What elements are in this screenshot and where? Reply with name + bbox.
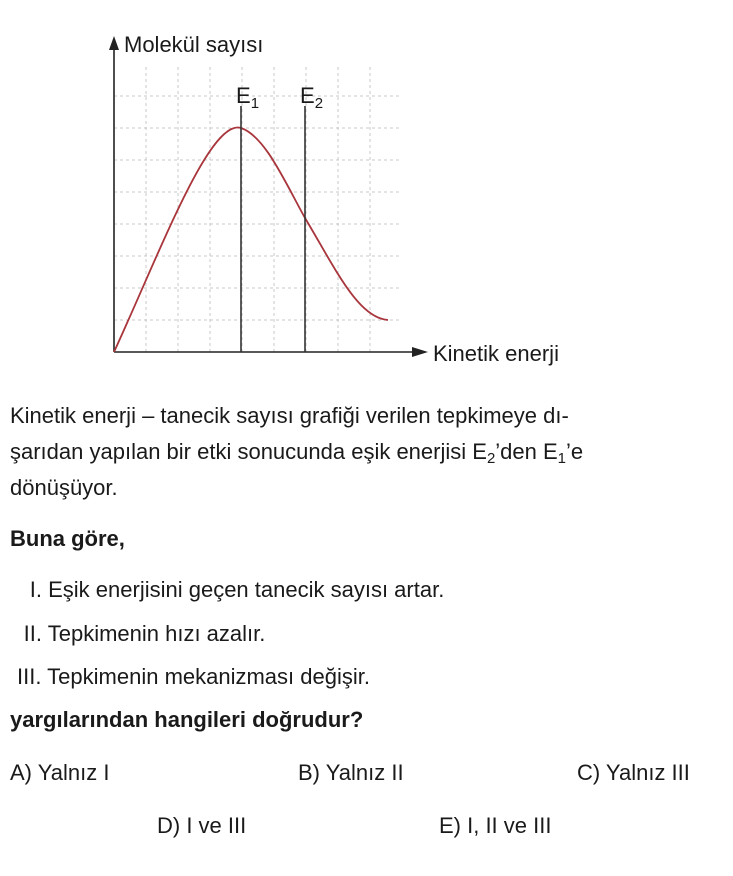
intro-line-2-b: ’den E [495, 439, 558, 464]
energy-distribution-chart [0, 0, 733, 372]
x-axis-label: Kinetik enerji [433, 341, 559, 366]
distribution-curve [114, 127, 388, 352]
y-axis-arrow-icon [109, 36, 119, 50]
statement-1-text: Eşik enerjisini geçen tanecik sayısı artar. [48, 577, 445, 602]
option-b[interactable]: B) Yalnız II [298, 760, 404, 785]
intro-line-2-a: şarıdan yapılan bir etki sonucunda eşik enerjisi E [10, 439, 487, 464]
statement-2-text: Tepkimenin hızı azalır. [47, 621, 266, 646]
option-d[interactable]: D) I ve III [157, 813, 247, 838]
intro-line-1: Kinetik enerji – tanecik sayısı grafiği verilen tepkimeye dı- [10, 403, 569, 428]
e2-label: $E_2$ [300, 83, 324, 112]
x-axis-arrow-icon [412, 347, 428, 357]
intro-line-3: dönüşüyor. [10, 475, 118, 500]
intro-line-2-c: ’e [566, 439, 584, 464]
e1-label: $E_1$ [236, 83, 260, 112]
option-a[interactable]: A) Yalnız I [10, 760, 110, 785]
statement-3 [17, 664, 370, 690]
y-axis-label: Molekül sayısı [124, 32, 264, 57]
statement-2-number: II. [23, 621, 42, 646]
intro-sub-1: 1 [557, 450, 567, 467]
question-prompt: yargılarından hangileri doğrudur? [10, 707, 364, 732]
statement-3-number: III. [17, 664, 42, 689]
option-c[interactable]: C) Yalnız III [577, 760, 690, 785]
statement-2 [17, 621, 265, 647]
question-lead: Buna göre, [10, 526, 125, 551]
statement-1-number: I. [29, 577, 42, 602]
question-intro [10, 398, 712, 506]
statement-3-text: Tepkimenin mekanizması değişir. [47, 664, 370, 689]
option-e[interactable]: E) I, II ve III [439, 813, 552, 838]
intro-sub-2: 2 [486, 450, 496, 467]
statement-1 [22, 577, 444, 603]
